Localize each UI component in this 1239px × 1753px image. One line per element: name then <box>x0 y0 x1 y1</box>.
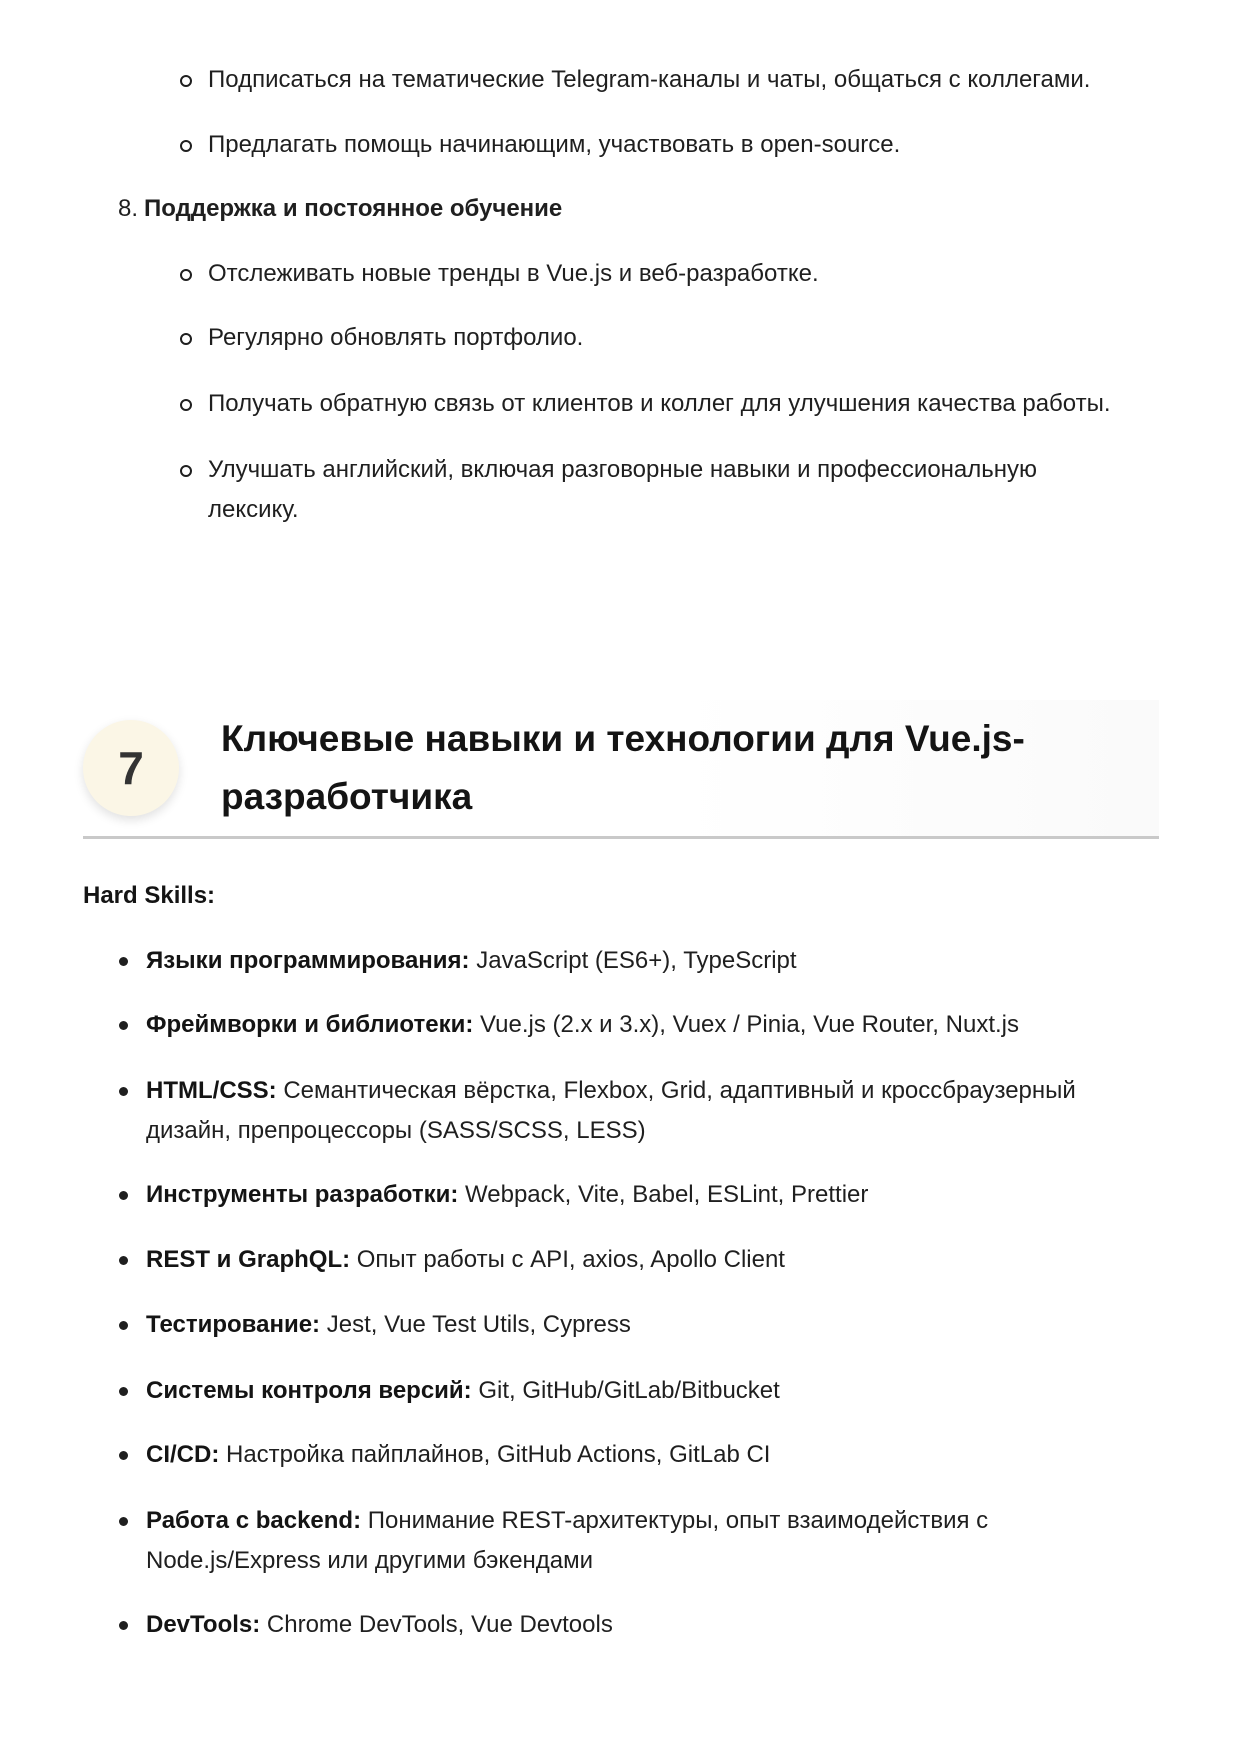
skill-item <box>146 941 1146 981</box>
skill-item <box>146 1175 1146 1215</box>
ordered-list-item-8 <box>118 189 562 229</box>
skill-label: Инструменты разработки: <box>146 1181 459 1208</box>
skill-label: REST и GraphQL: <box>146 1246 351 1273</box>
skill-text: JavaScript (ES6+), TypeScript <box>469 947 797 974</box>
skill-label: Системы контроля версий: <box>146 1377 472 1404</box>
list-number: 8. <box>118 195 139 222</box>
list-item: Регулярно обновлять портфолио. <box>208 318 1168 358</box>
hard-skills-heading: Hard Skills: <box>83 882 216 909</box>
section-title: Ключевые навыки и технологии для Vue.js-разработчика <box>221 718 1025 817</box>
skill-item <box>146 1005 1146 1045</box>
list-item-title: Поддержка и постоянное обучение <box>144 195 563 222</box>
skill-item <box>146 1371 1146 1411</box>
skill-item <box>146 1435 1146 1475</box>
skill-label: CI/CD: <box>146 1441 220 1468</box>
skill-label: Языки программирования: <box>146 947 470 974</box>
skill-label: Тестирование: <box>146 1311 321 1338</box>
list-item: Предлагать помощь начинающим, участвовать в open-source. <box>208 125 1168 165</box>
list-item: Отслеживать новые тренды в Vue.js и веб-разработке. <box>208 254 1168 294</box>
skill-item <box>146 1501 1026 1581</box>
skill-item <box>146 1071 1126 1151</box>
skill-text: Опыт работы с API, axios, Apollo Client <box>350 1246 785 1273</box>
section-number-badge: 7 <box>83 720 179 816</box>
skill-text: Vue.js (2.x и 3.x), Vuex / Pinia, Vue Router, Nuxt.js <box>473 1011 1019 1038</box>
skill-text: Семантическая вёрстка, Flexbox, Grid, адаптивный и кроссбраузерный дизайн, препроцессоры (SASS/SCSS, LESS) <box>146 1077 1076 1144</box>
skill-label: Фреймворки и библиотеки: <box>146 1011 474 1038</box>
skill-item <box>146 1240 1146 1280</box>
skill-item <box>146 1605 1146 1645</box>
skill-item <box>146 1305 1146 1345</box>
list-item: Улучшать английский, включая разговорные навыки и профессиональную лексику. <box>208 450 1108 530</box>
skill-text: Webpack, Vite, Babel, ESLint, Prettier <box>458 1181 869 1208</box>
skill-label: Работа с backend: <box>146 1507 362 1534</box>
skill-label: DevTools: <box>146 1611 261 1638</box>
skill-text: Понимание REST-архитектуры, опыт взаимодействия с Node.js/Express или другими бэкендами <box>146 1507 989 1574</box>
skill-text: Настройка пайплайнов, GitHub Actions, GitLab CI <box>219 1441 771 1468</box>
skill-label: HTML/CSS: <box>146 1077 277 1104</box>
list-item: Подписаться на тематические Telegram-каналы и чаты, общаться с коллегами. <box>208 60 1168 100</box>
skill-text: Git, GitHub/GitLab/Bitbucket <box>471 1377 780 1404</box>
skill-text: Jest, Vue Test Utils, Cypress <box>320 1311 631 1338</box>
skill-text: Chrome DevTools, Vue Devtools <box>260 1611 613 1638</box>
list-item: Получать обратную связь от клиентов и коллег для улучшения качества работы. <box>208 384 1168 424</box>
section-header <box>83 700 1159 839</box>
